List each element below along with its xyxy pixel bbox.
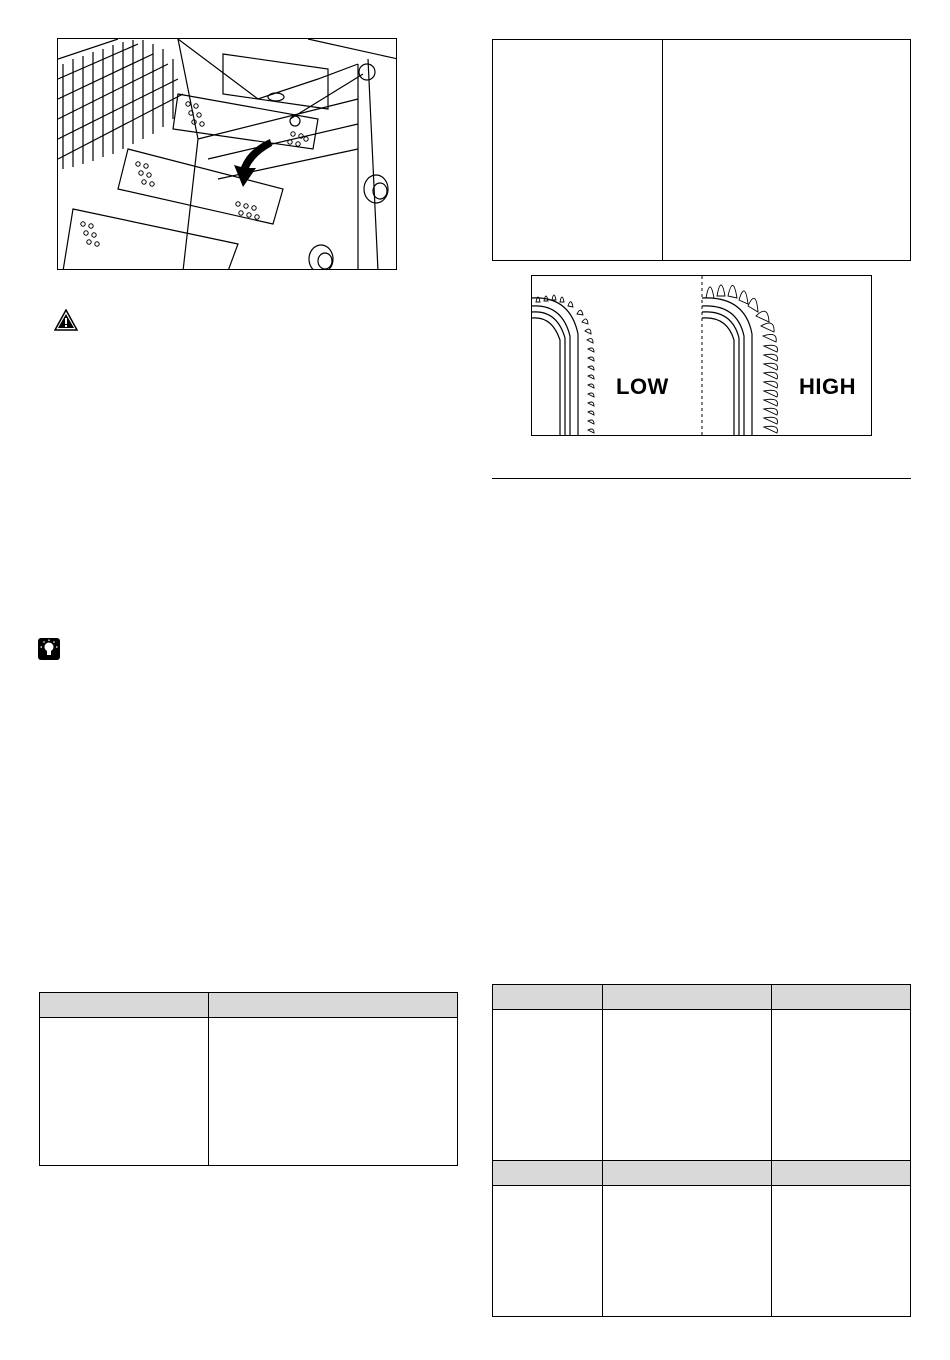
high-flame-label: HIGH [799,374,856,399]
section-divider [492,478,911,479]
grill-heat-shield-illustration [57,38,397,270]
table-header-cell [493,1161,603,1186]
table-cell [603,1010,772,1161]
table-header-cell [493,985,603,1010]
left-table [39,992,458,1166]
table-cell [40,1018,209,1166]
table-cell [603,1186,772,1317]
top-right-table [492,39,911,261]
flame-drawing [532,276,872,436]
warning-icon [54,309,78,331]
table-header-row [40,993,458,1018]
table-cell [493,1186,603,1317]
low-flame-label: LOW [616,374,669,399]
table-cell [493,1010,603,1161]
burner-flame-figure [531,275,872,436]
table-cell [772,1186,911,1317]
table-cell [209,1018,458,1166]
table-cell [663,40,911,261]
table-row [40,1018,458,1166]
table-cell [772,1010,911,1161]
table-header-cell [772,1161,911,1186]
table-header-cell [209,993,458,1018]
lightbulb-icon [38,638,60,660]
right-table [492,984,911,1317]
table-header-cell [603,985,772,1010]
table-cell [493,40,663,261]
table-row [493,1186,911,1317]
table-header-row [493,1161,911,1186]
table-header-row [493,985,911,1010]
table-header-cell [40,993,209,1018]
table-header-cell [603,1161,772,1186]
grill-drawing [58,39,397,270]
table-header-cell [772,985,911,1010]
table-row [493,1010,911,1161]
